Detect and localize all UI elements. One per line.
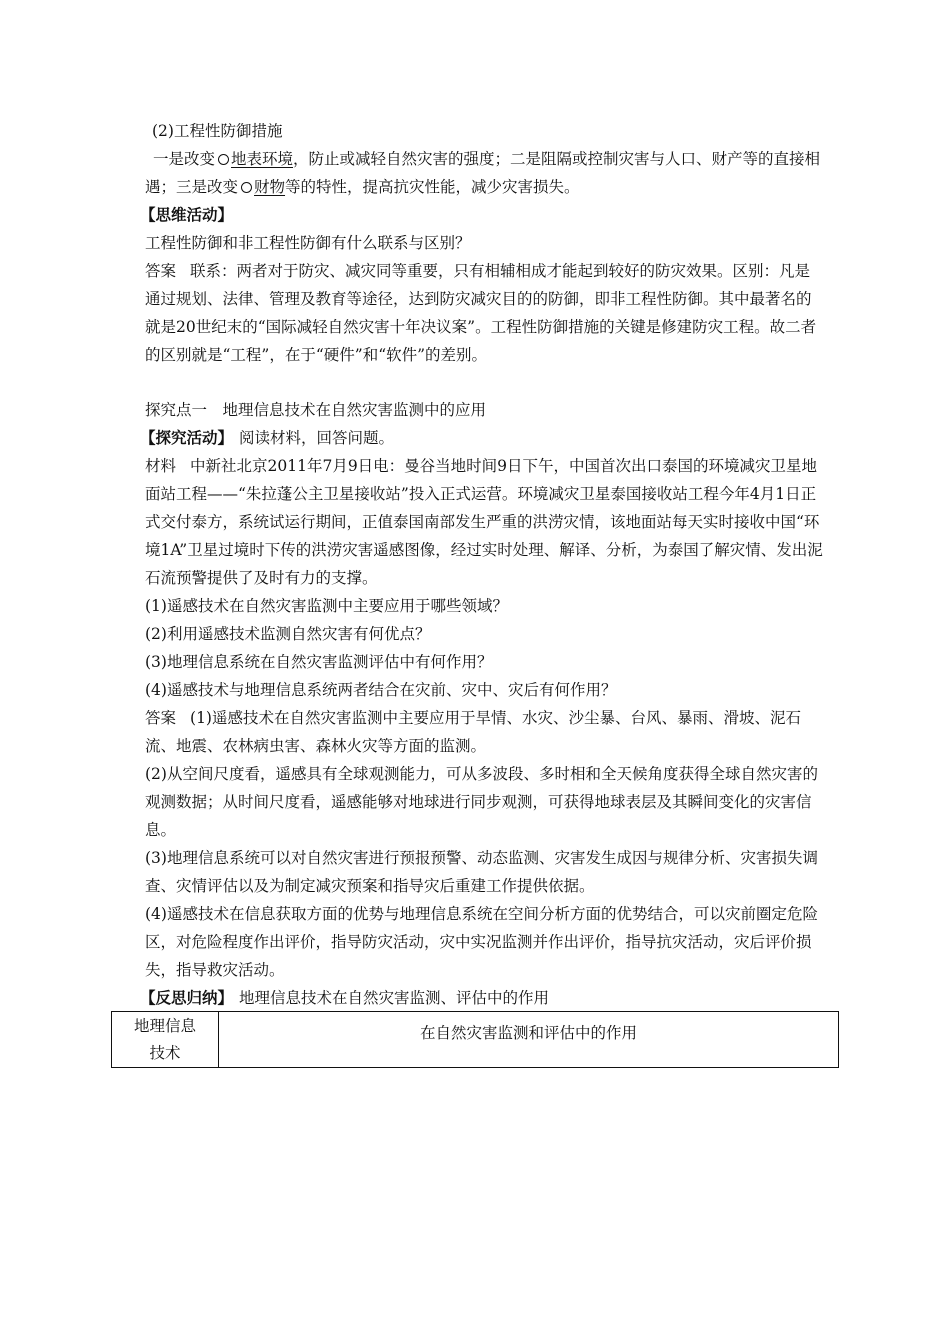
underlined-term-property: 财物 [254, 178, 286, 196]
activity-tag: 【探究活动】 [140, 428, 234, 447]
thinking-question: 工程性防御和非工程性防御有什么联系与区别？ [145, 234, 471, 252]
reflect-summary: 【反思归纳】 地理信息技术在自然灾害监测、评估中的作用 [140, 988, 550, 1007]
table-header-technology: 地理信息 技术 [112, 1012, 219, 1068]
explore-title: 探究点一 地理信息技术在自然灾害监测中的应用 [145, 401, 487, 419]
answer-label: 答案 [145, 262, 177, 280]
question-item: (2)利用遥感技术监测自然灾害有何优点？ [145, 625, 431, 643]
document-body [140, 117, 825, 1012]
material-paragraph: 材料 中新社北京2011年7月9日电：曼谷当地时间9日下午，中国首次出口泰国的环境减灾卫星地面站工程——“朱拉蓬公主卫星接收站”投入正式运营。环境减灾卫星泰国接收站工程今年4月1日正式交付泰方，系统试运行期间，正值泰国南部发生严重的洪涝灾情，该地面站每天实时接收中国“环境1A”卫星过境时下传的洪涝灾害遥感图像，经过实时处理、解译、分析，为泰国了解灾情、发出泥石流预警提供了及时有力的支撑。 [145, 457, 823, 587]
underlined-term-surface: 地表环境 [231, 150, 294, 168]
circle-marker-icon [218, 154, 229, 165]
answer-label: 答案 [145, 709, 177, 727]
answer-item: (4)遥感技术在信息获取方面的优势与地理信息系统在空间分析方面的优势结合，可以灾前圈定危险区，对危险程度作出评价，指导防灾活动，灾中实况监测并作出评价，指导抗灾活动，灾后评价损失，指导救灾活动。 [145, 905, 818, 979]
thinking-tag: 【思维活动】 [140, 205, 234, 224]
material-label: 材料 [145, 457, 177, 475]
engineering-heading: (2)工程性防御措施 [152, 122, 283, 140]
engineering-paragraph: 一是改变 地表环境，防止或减轻自然灾害的强度；二是阻隔或控制灾害与人口、财产等的直接相遇；三是改变 财物等的特性，提高抗灾性能，减少灾害损失。 [145, 150, 821, 196]
table-header-row [112, 1012, 839, 1068]
answer-item: (3)地理信息系统可以对自然灾害进行预报预警、动态监测、灾害发生成因与规律分析、灾害损失调查、灾情评估以及为制定减灾预案和指导灾后重建工作提供依据。 [145, 849, 818, 895]
table-header-role: 在自然灾害监测和评估中的作用 [219, 1012, 839, 1068]
reflect-tag: 【反思归纳】 [140, 988, 234, 1007]
explore-activity: 【探究活动】 阅读材料，回答问题。 [140, 428, 395, 447]
question-item: (4)遥感技术与地理信息系统两者结合在灾前、灾中、灾后有何作用？ [145, 681, 617, 699]
question-item: (1)遥感技术在自然灾害监测中主要应用于哪些领域？ [145, 597, 508, 615]
summary-table [111, 1011, 839, 1068]
question-item: (3)地理信息系统在自然灾害监测评估中有何作用？ [145, 653, 493, 671]
answer-item: 答案 (1)遥感技术在自然灾害监测中主要应用于旱情、水灾、沙尘暴、台风、暴雨、滑坡、泥石流、地震、农林病虫害、森林火灾等方面的监测。 [145, 709, 801, 755]
thinking-answer: 答案 联系：两者对于防灾、减灾同等重要，只有相辅相成才能起到较好的防灾效果。区别：凡是通过规划、法律、管理及教育等途径，达到防灾减灾目的的防御，即非工程性防御。其中最著名的就是20世纪末的“国际减轻自然灾害十年决议案”。工程性防御措施的关键是修建防灾工程。故二者的区别就是“工程”，在于“硬件”和“软件”的差别。 [145, 262, 817, 364]
answer-item: (2)从空间尺度看，遥感具有全球观测能力，可从多波段、多时相和全天候角度获得全球自然灾害的观测数据；从时间尺度看，遥感能够对地球进行同步观测，可获得地球表层及其瞬间变化的灾害信息。 [145, 765, 818, 839]
circle-marker-icon [241, 182, 252, 193]
